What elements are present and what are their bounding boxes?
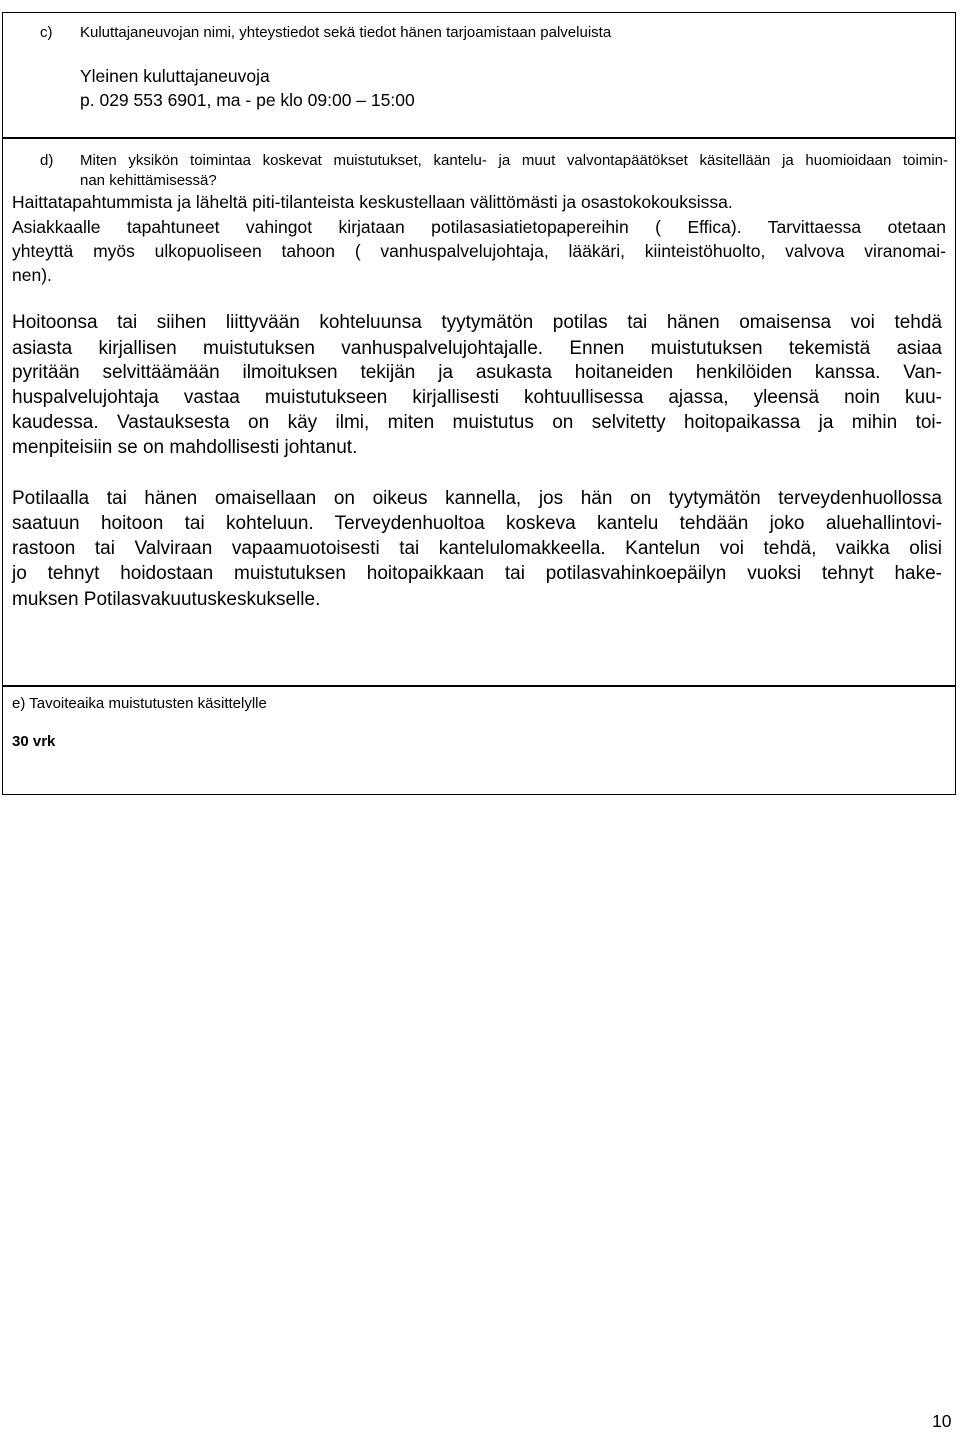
section-e-heading: e) Tavoiteaika muistutusten käsittelylle	[12, 695, 267, 712]
para2-line-6: menpiteisiin se on mahdollisesti johtanut.	[12, 437, 358, 458]
section-c-heading: Kuluttajaneuvojan nimi, yhteystiedot sekä tiedot hänen tarjoamistaan palveluista	[80, 24, 612, 41]
para2-line-4: huspalvelujohtaja vastaa muistutukseen kirjallisesti kohtuullisessa ajassa, yleensä noin kuu-	[12, 387, 942, 408]
para2-line-1: Hoitoonsa tai siihen liittyvään kohteluunsa tyytymätön potilas tai hänen omaisensa voi tehdä	[12, 312, 942, 333]
section-d-heading-line-2: nan kehittämisessä?	[80, 172, 217, 189]
para1-line-1: Haittatapahtummista ja läheltä piti-tilanteista keskustellaan välittömästi ja osastokokouksissa.	[12, 192, 733, 212]
section-d-marker: d)	[40, 152, 54, 169]
consumer-advisor-contact: p. 029 553 6901, ma - pe klo 09:00 – 15:00	[80, 90, 415, 110]
para3-line-5: muksen Potilasvakuutuskeskukselle.	[12, 589, 321, 610]
para2-line-5: kaudessa. Vastauksesta on käy ilmi, miten muistutus on selvitetty hoitopaikassa ja mihin toi-	[12, 412, 942, 433]
para2-line-3: pyritään selvittäämään ilmoituksen tekijän ja asukasta hoitaneiden henkilöiden kanssa. Van-	[12, 362, 942, 383]
para1-line-4: nen).	[12, 265, 52, 285]
para1-line-2: Asiakkaalle tapahtuneet vahingot kirjataan potilasasiatietopapereihin ( Effica). Tarvittaessa otetaan	[12, 217, 946, 237]
para3-line-3: rastoon tai Valviraan vapaamuotoisesti tai kantelulomakkeella. Kantelun voi tehdä, vaikka olisi	[12, 538, 942, 559]
section-c-marker: c)	[40, 24, 53, 41]
para2-line-2: asiasta kirjallisen muistutuksen vanhuspalvelujohtajalle. Ennen muistutuksen tekemistä asiaa	[12, 338, 942, 359]
target-time-value: 30 vrk	[12, 733, 56, 750]
para3-line-4: jo tehnyt hoidostaan muistutuksen hoitopaikkaan tai potilasvahinkoepäilyn vuoksi tehnyt hake-	[12, 563, 942, 584]
consumer-advisor-name: Yleinen kuluttajaneuvoja	[80, 66, 270, 86]
page-number: 10	[932, 1411, 952, 1431]
para1-line-3: yhteyttä myös ulkopuoliseen tahoon ( vanhuspalvelujohtaja, lääkäri, kiinteistöhuolto, valvova viranomai-	[12, 241, 946, 261]
section-d-heading-line-1: Miten yksikön toimintaa koskevat muistutukset, kantelu- ja muut valvontapäätökset käsitellään ja huomioidaan toimin-	[80, 152, 948, 169]
para3-line-2: saatuun hoitoon tai kohteluun. Terveydenhuoltoa koskeva kantelu tehdään joko aluehallintovi-	[12, 513, 942, 534]
para3-line-1: Potilaalla tai hänen omaisellaan on oikeus kannella, jos hän on tyytymätön terveydenhuollossa	[12, 488, 942, 509]
